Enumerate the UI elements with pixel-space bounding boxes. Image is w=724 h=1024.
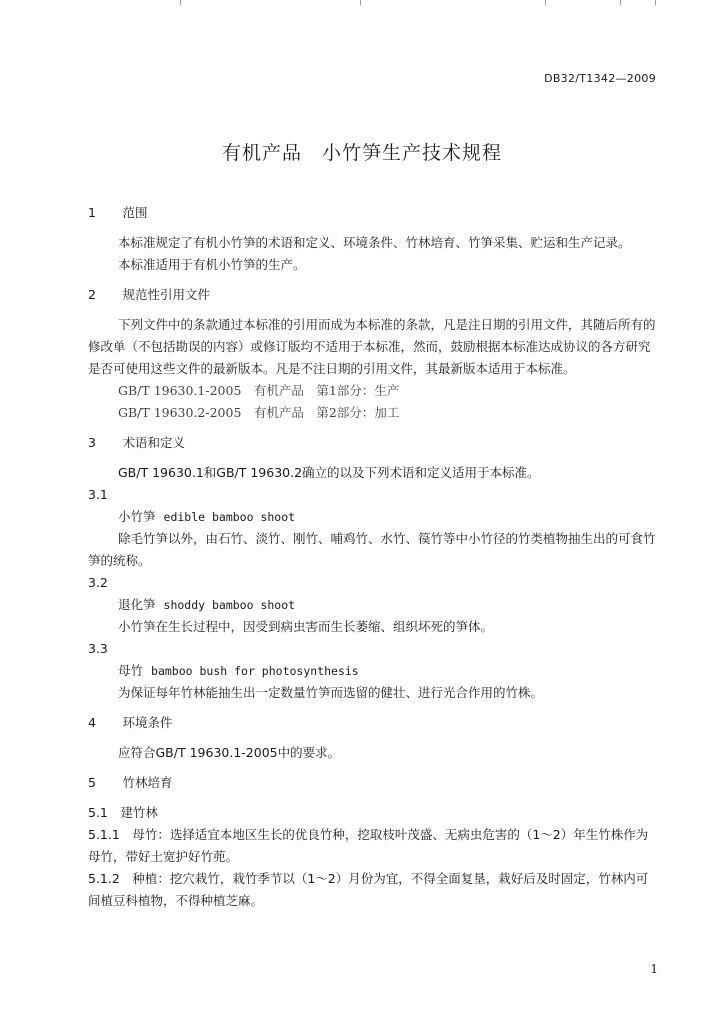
term-number: 3.1	[88, 487, 108, 502]
section-number: 2	[88, 287, 96, 302]
subsection-title: 建竹林	[120, 805, 158, 820]
document-body	[88, 202, 660, 912]
term-english: edible bamboo shoot	[163, 510, 296, 524]
term-english: shoddy bamboo shoot	[163, 598, 296, 612]
term-definition: 为保证每年竹林能抽生出一定数量竹笋而选留的健壮、进行光合作用的竹株。	[118, 685, 544, 700]
section-number: 3	[88, 435, 96, 450]
section-1-heading	[88, 202, 660, 224]
term-name: 退化笋	[118, 597, 156, 612]
paragraph: GB/T 19630.1和GB/T 19630.2确立的以及下列术语和定义适用于本标准。	[118, 465, 540, 480]
paragraph: 本标准规定了有机小竹笋的术语和定义、环境条件、竹林培育、竹笋采集、贮运和生产记录。	[118, 235, 631, 250]
section-number: 5	[88, 775, 96, 790]
page-title: 有机产品 小竹笋生产技术规程	[221, 142, 502, 164]
section-2-heading	[88, 284, 660, 306]
term-number: 3.2	[88, 575, 108, 590]
section-title: 竹林培育	[122, 775, 173, 790]
term-name: 母竹	[118, 663, 144, 678]
section-3-heading	[88, 432, 660, 454]
section-title: 环境条件	[122, 715, 173, 730]
scan-edge-marks	[0, 0, 724, 6]
term-number: 3.3	[88, 641, 108, 656]
subsection-heading	[88, 802, 660, 824]
clause-number: 5.1.1	[88, 827, 120, 842]
document-number: DB32/T1342—2009	[544, 72, 656, 85]
clause	[88, 868, 660, 912]
paragraph: 下列文件中的条款通过本标准的引用而成为本标准的条款，凡是注日期的引用文件，其随后所有的修改单（不包括勘误的内容）或修订版均不适用于本标准，然而，鼓励根据本标准达成协议的各方研究是否可使用这些文件的最新版本。凡是不注日期的引用文件，其最新版本适用于本标准。	[88, 317, 656, 376]
paragraph: 本标准适用于有机小竹笋的生产。	[118, 257, 306, 272]
term-heading	[88, 506, 660, 528]
section-4-heading	[88, 712, 660, 734]
term-heading	[88, 660, 660, 682]
clause-number: 5.1.2	[88, 871, 120, 886]
clause	[88, 824, 660, 868]
clause-text: 母竹：选择适宜本地区生长的优良竹种，挖取枝叶茂盛、无病虫危害的（1～2）年生竹株作为母竹，带好土宽护好竹蔸。	[88, 827, 649, 864]
reference-item: GB/T 19630.2-2005 有机产品 第2部分：加工	[118, 405, 400, 420]
term-english: bamboo bush for photosynthesis	[151, 664, 359, 678]
section-title: 范围	[122, 205, 148, 220]
section-number: 4	[88, 715, 96, 730]
subsection-number: 5.1	[88, 805, 108, 820]
reference-item: GB/T 19630.1-2005 有机产品 第1部分：生产	[118, 383, 400, 398]
section-title: 规范性引用文件	[122, 287, 211, 302]
page-number: 1	[650, 962, 658, 976]
term-heading	[88, 594, 660, 616]
section-title: 术语和定义	[122, 435, 186, 450]
term-definition: 除毛竹笋以外，由石竹、淡竹、刚竹、哺鸡竹、水竹、篌竹等中小竹径的竹类植物抽生出的可食竹笋的统称。	[88, 531, 656, 568]
clause-text: 种植：挖穴栽竹，栽竹季节以（1～2）月份为宜，不得全面复垦，栽好后及时固定，竹林内可间植豆科植物，不得种植芝麻。	[88, 871, 649, 908]
term-definition: 小竹笋在生长过程中，因受到病虫害而生长萎缩、组织坏死的笋体。	[118, 619, 494, 634]
paragraph: 应符合GB/T 19630.1-2005中的要求。	[118, 745, 341, 760]
section-5-heading	[88, 772, 660, 794]
term-name: 小竹笋	[118, 509, 156, 524]
section-number: 1	[88, 205, 96, 220]
